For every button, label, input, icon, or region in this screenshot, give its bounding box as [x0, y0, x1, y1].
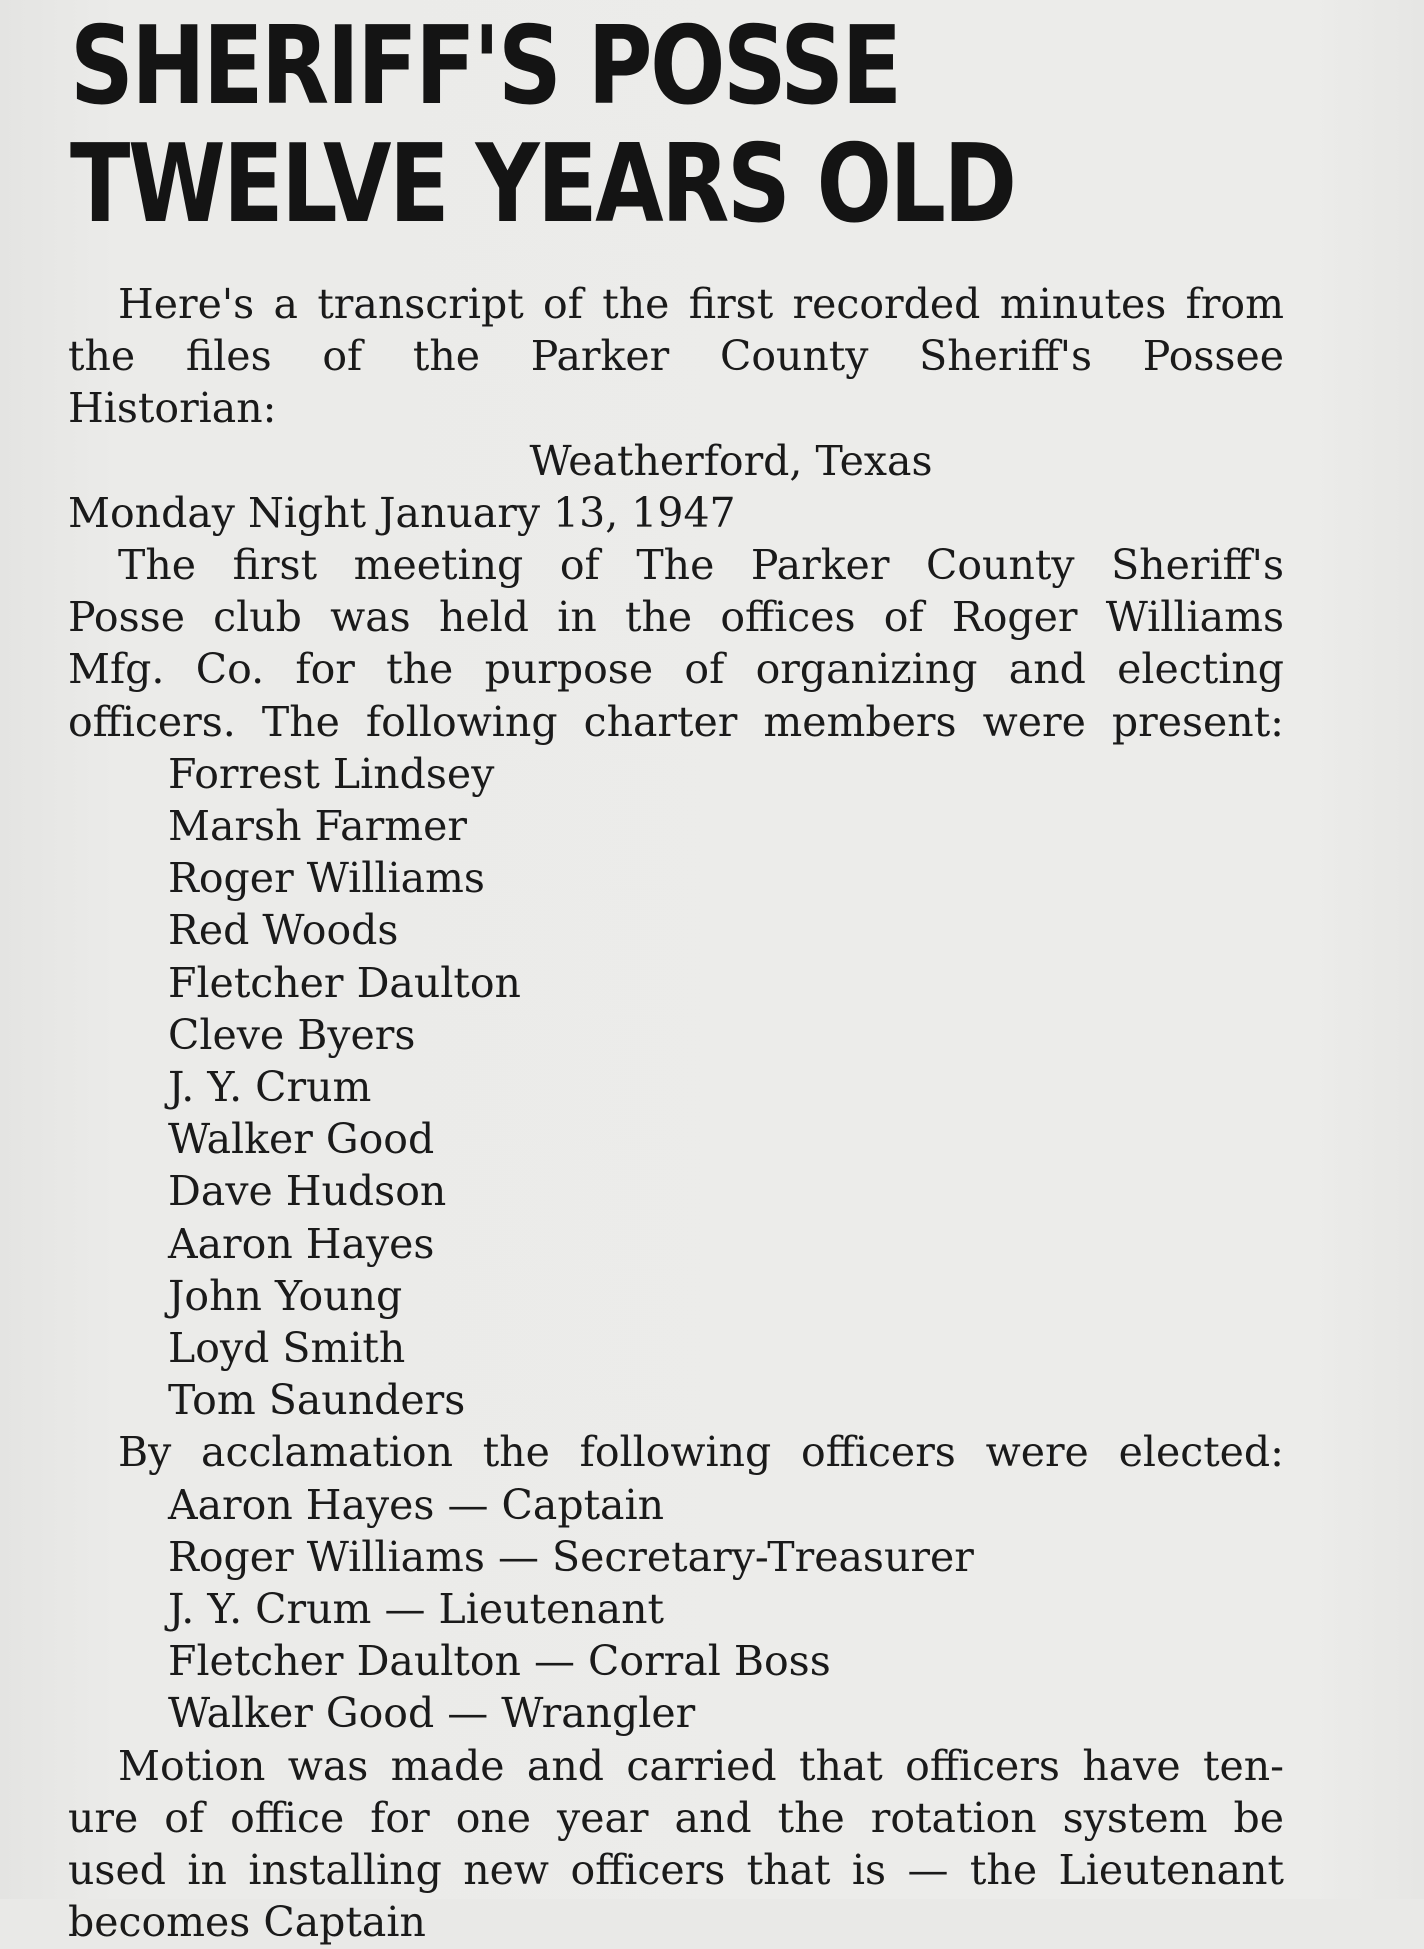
member-item: Dave Hudson — [168, 1167, 447, 1216]
member-item: J. Y. Crum — [168, 1063, 372, 1112]
article-body — [68, 278, 1284, 1947]
member-item: Fletcher Daulton — [168, 958, 521, 1007]
officer-item: Fletcher Daulton — Corral Boss — [168, 1637, 831, 1686]
charter-members-list — [68, 748, 1284, 1427]
meeting-line-3: Mfg. Co. for the purpose of organizing and electing — [68, 645, 1284, 694]
meeting-line-2: Posse club was held in the offices of Roger Williams — [68, 593, 1284, 642]
meeting-line-4: officers. The following charter members were present: — [68, 697, 1284, 746]
officers-intro: By acclamation the following officers were elected: — [118, 1428, 1284, 1477]
member-item: Forrest Lindsey — [168, 749, 495, 798]
member-item: Aaron Hayes — [168, 1219, 435, 1268]
member-item: Red Woods — [168, 906, 399, 955]
headline-line-2: TWELVE YEARS OLD — [70, 122, 1015, 247]
member-item: Cleve Byers — [168, 1010, 416, 1059]
dateline-date: Monday Night January 13, 1947 — [68, 488, 736, 537]
motion-line-1: Motion was made and carried that officers have ten- — [118, 1741, 1284, 1790]
member-item: Loyd Smith — [168, 1324, 406, 1373]
officer-item: Roger Williams — Secretary-Treasurer — [168, 1532, 974, 1581]
intro-line-3: Historian: — [68, 384, 277, 433]
member-item: Tom Saunders — [168, 1376, 466, 1425]
motion-line-4: becomes Captain — [68, 1898, 426, 1947]
member-item: Marsh Farmer — [168, 802, 467, 851]
motion-line-3: used in installing new officers that is — the Lieutenant — [68, 1846, 1284, 1895]
member-item: John Young — [168, 1271, 403, 1320]
officer-item: Aaron Hayes — Captain — [168, 1480, 665, 1529]
meeting-line-1: The first meeting of The Parker County Sheriff's — [118, 541, 1284, 590]
article-headline — [70, 4, 1015, 247]
motion-line-2: ure of office for one year and the rotation system be — [68, 1793, 1284, 1842]
officer-item: Walker Good — Wrangler — [168, 1689, 696, 1738]
intro-line-1: Here's a transcript of the first recorded minutes from — [118, 280, 1284, 328]
officer-item: J. Y. Crum — Lieutenant — [168, 1585, 664, 1634]
intro-line-2: the files of the Parker County Sheriff's Possee — [68, 332, 1284, 381]
member-item: Walker Good — [168, 1115, 435, 1164]
dateline-place: Weatherford, Texas — [529, 436, 933, 485]
member-item: Roger Williams — [168, 854, 485, 903]
officers-list — [68, 1479, 1284, 1740]
headline-line-1: SHERIFF'S POSSE — [70, 4, 900, 129]
